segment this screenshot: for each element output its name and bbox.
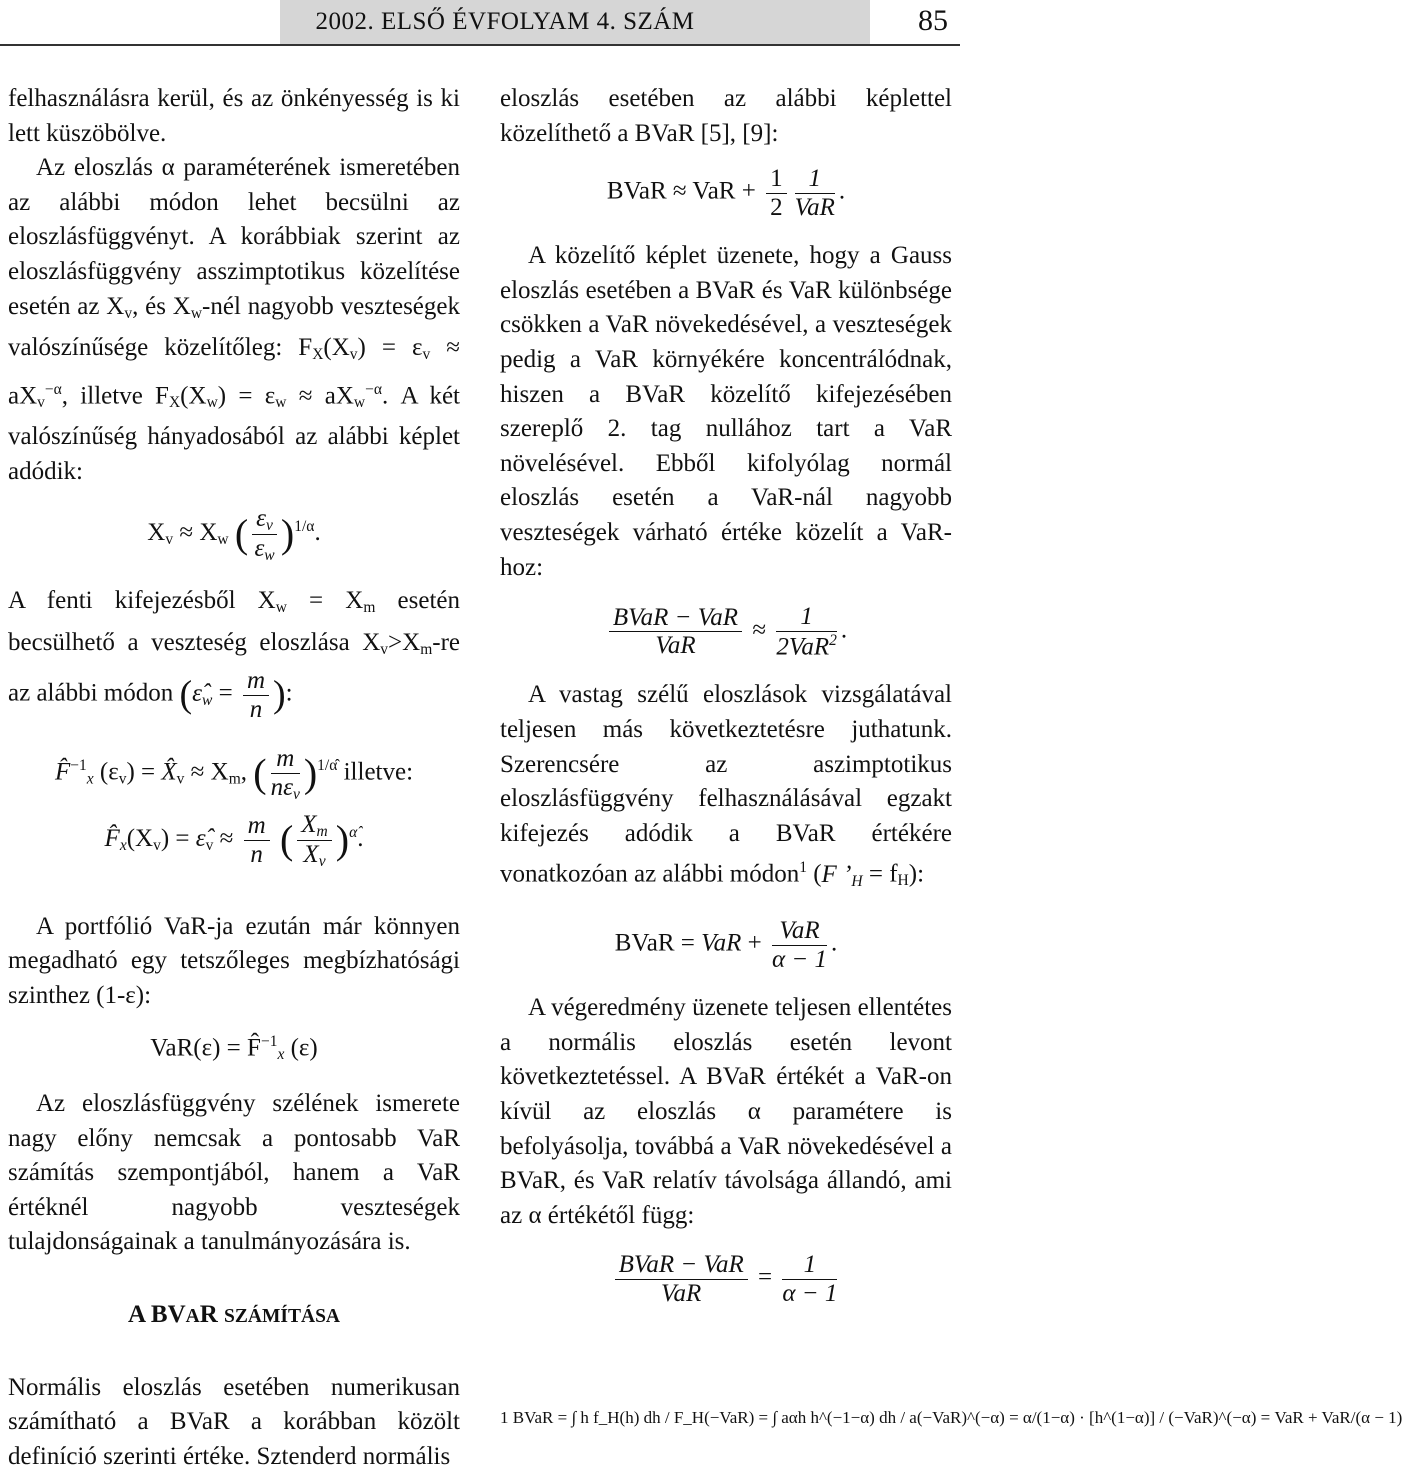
right-column <box>500 82 952 1307</box>
illetve-label: illetve: <box>343 758 414 786</box>
text: R <box>199 1301 225 1329</box>
text: Az eloszlás α paraméterének ismeretében az alábbi módon lehet becsülni az eloszlásfüggvényt. A korábbiak szerint az eloszlásfüggvény asszimptotikus közelítése esetén az X <box>8 154 460 320</box>
text: A két valószínűség hányadosából az alábbi képlet adódik: <box>8 381 460 485</box>
equation-var: VaR(ε) = F̂$^{-1}_x$ (ε) <box>150 1033 318 1064</box>
left-paragraph-4: A portfólió VaR-ja ezután már könnyen megadható egy tetszőleges megbízhatósági szinthez (1-ε): <box>8 912 460 1009</box>
text: A BV <box>127 1301 186 1329</box>
text: SZÁMÍTÁSA <box>224 1306 340 1328</box>
right-paragraph-2: A közelítő képlet üzenete, hogy a Gauss eloszlás esetében a BVaR és VaR különbsége csökken a VaR növekedésével, a veszteségek pedig a VaR környékére koncentrálódnak, hiszen a BVaR közelítő kifejezésében szereplő 2. tag nullához tart a VaR növelésével. Ebből kifolyólag normál eloszlás esetén a VaR-nál nagyobb veszteségek várható értéke közelít a VaR-hoz: <box>500 242 952 581</box>
left-paragraph-1: felhasználásra kerül, és az önkényesség is ki lett küszöbölve. <box>8 85 460 147</box>
journal-title: 2002. ELSŐ ÉVFOLYAM 4. SZÁM <box>315 8 695 35</box>
equation-bvar-approx: BVaR ≈ VaR + $\frac{1}{2}$ $\frac{1}{\text{VaR}}$ . <box>606 165 846 221</box>
equation-inverse: F̂$^{-1}_x$ $(\varepsilon_v)$ = $X̂_v \approx X_m$, ( $\frac{m}{n\varepsilon_v}$ )$^{1/\alphâ}$ illetve: <box>54 745 414 803</box>
section-title <box>8 1298 460 1335</box>
equation-relative-distance: $\frac{\text{BVaR − VaR}}{\text{VaR}}$ = $\frac{1}{\alpha - 1}$ <box>500 1251 952 1307</box>
right-paragraph-4: A végeredmény üzenete teljesen ellentétes a normális eloszlás esetén levont következtetéssel. A BVaR értékét a VaR-on kívül az eloszlás α paramétere is befolyásolja, továbbá a VaR növekedésével a BVaR, és VaR relatív távolsága állandó, ami az α értékétől függ: <box>500 994 952 1229</box>
left-paragraph-2: Az eloszlás α paraméterének ismeretében az alábbi módon lehet becsülni az eloszlásfüggvényt. A korábbiak szerint az eloszlásfüggvény asszimptotikus közelítése esetén az $X_v$, és $X_w$-nél nagyobb veszteségek valószínűsége közelítőleg: $F_X(X_v) = \varepsilon_v \approx aX_v^{-\alpha}$, illetve $F_X(X_w) = \varepsilon_w \approx aX_w^{-\alpha}$. A két valószínűség hányadosából az alábbi képlet adódik: <box>8 154 460 485</box>
text: -nél nagyobb veszteségek valószínűsége közelítőleg: F <box>8 292 460 362</box>
text: A vastag szélű eloszlások vizsgálatával teljesen más következtetésre juthatunk. Szerencsére az aszimptotikus eloszlásfüggvény felhasználásával egzakt kifejezés adódik a BVaR értékére vonatkozóan az alábbi módon <box>500 681 952 888</box>
right-paragraph-3: A vastag szélű eloszlások vizsgálatával teljesen más következtetésre juthatunk. Szerencsére az aszimptotikus eloszlásfüggvény felhasználásával egzakt kifejezés adódik a BVaR értékére vonatkozóan az alábbi módon$^1$ (F $’_H = f_H$): <box>500 681 952 890</box>
page-header <box>0 0 960 48</box>
text: -re az alábbi módon <box>8 628 460 707</box>
left-column <box>8 82 460 1474</box>
text: BVaR ≈ VaR + <box>606 177 756 205</box>
text: A fenti kifejezésből X <box>8 587 276 615</box>
text: esetén becsülhető a veszteség eloszlása X <box>8 587 460 656</box>
text: VaR(ε) = F̂ <box>150 1034 261 1062</box>
header-rule <box>0 44 960 46</box>
left-paragraph-3: A fenti kifejezésből $X_w = X_m$ esetén becsülhető a veszteség eloszlása $X_v>X_m-re$ az alábbi módon ($\varepsilon̂_w$ = $\frac{m}{n}$ ): <box>8 587 460 723</box>
equation-bvar-derivation: 1 BVaR = ∫ h f_H(h) dh / F_H(−VaR) = ∫ aαh h^(−1−α) dh / a(−VaR)^(−α) = α/(1−α) · [h^(1−α)] / (−VaR)^(−α) = VaR + VaR/(α − 1) <box>500 1408 1402 1427</box>
text: A <box>185 1306 200 1328</box>
equation-estimate: $F̂_x(X_v)$ = $\varepsilon̂_v$ ≈ $\frac{m}{n}$ ( $\frac{X_m}{X_v}$ )$^{\alphâ}$. <box>104 810 364 870</box>
equation-normal-limit: $\frac{\text{BVaR − VaR}}{\text{VaR}}$ ≈ $\frac{1}{2VaR^2}$ . <box>500 603 952 660</box>
left-paragraph-5: Az eloszlásfüggvény szélének ismerete nagy előny nemcsak a pontosabb VaR számítás szempontjából, hanem a VaR értéknél nagyobb veszteségek tulajdonságainak a tanulmányozására is. <box>8 1090 460 1256</box>
right-paragraph-1: eloszlás esetében az alábbi képlettel közelíthető a BVaR [5], [9]: <box>500 85 952 147</box>
text: , és X <box>132 292 191 320</box>
footnote-ref: 1 <box>799 859 807 877</box>
text: ): <box>908 860 925 888</box>
text: BVaR = <box>614 929 695 957</box>
equation-bvar-exact: BVaR = VaR + $\frac{\text{VaR}}{\alpha - 1}$ . <box>614 917 838 973</box>
page-number: 85 <box>918 4 948 37</box>
left-paragraph-6: Normális eloszlás esetében numerikusan számítható a BVaR a korábban közölt definíció szerinti értéke. Sztenderd normális <box>8 1373 460 1470</box>
equation-ratio: $X_v \approx X_w$ ( $\frac{\varepsilon_v}{\varepsilon_w}$ )$^{1/\alpha}$. <box>147 505 321 565</box>
